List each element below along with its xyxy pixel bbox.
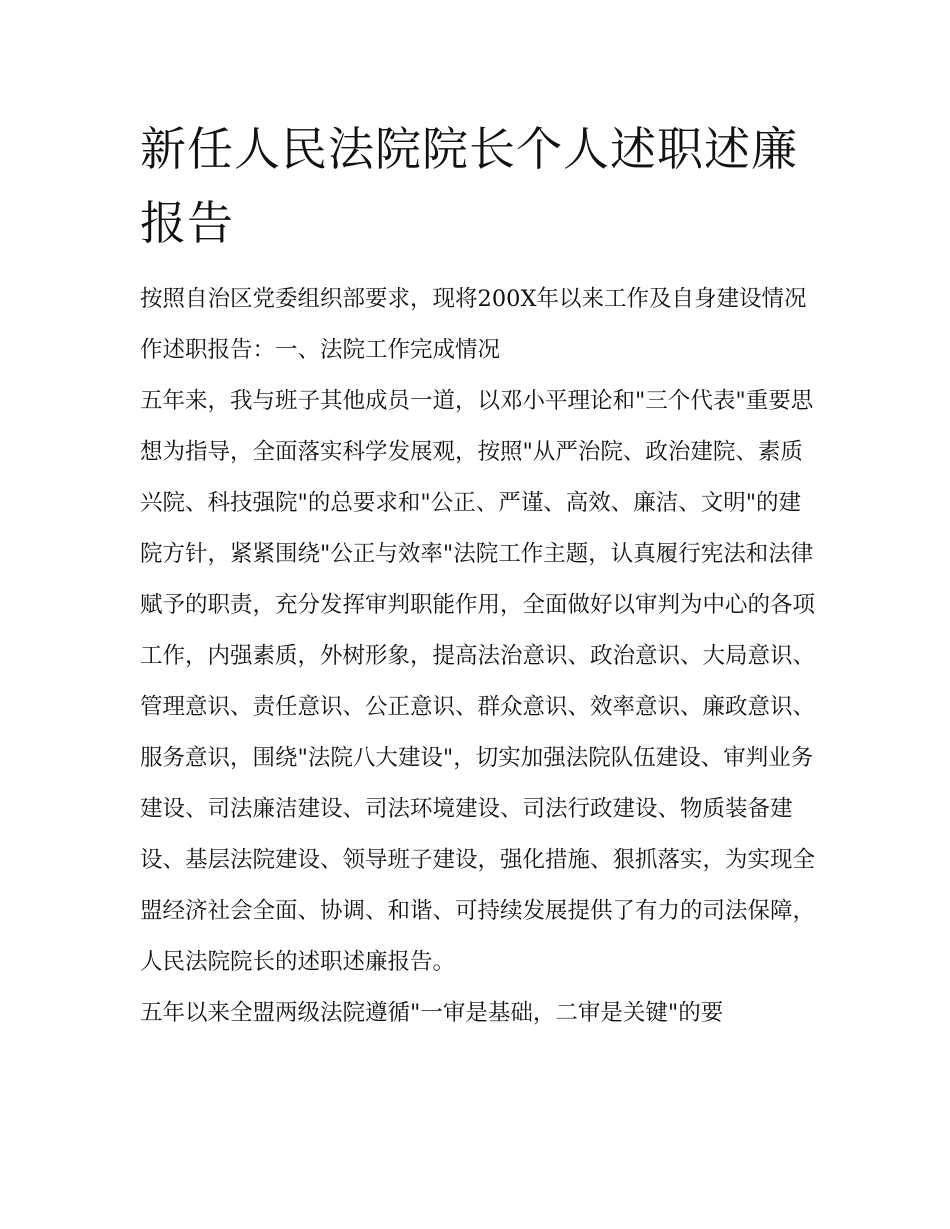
paragraph-five-years: 五年来，我与班子其他成员一道，以邓小平理论和"三个代表"重要思想为指导，全面落实科学发展观，按照"从严治院、政治建院、素质兴院、科技强院"的总要求和"公正、严谨、高效、廉洁、文明"的建院方针，紧紧围绕"公正与效率"法院工作主题，认真履行宪法和法律赋予的职责，充分发挥审判职能作用，全面做好以审判为中心的各项工作，内强素质，外树形象，提高法治意识、政治意识、大局意识、管理意识、责任意识、公正意识、群众意识、效率意识、廉政意识、服务意识，围绕"法院八大建设"，切实加强法院队伍建设、审判业务建设、司法廉洁建设、司法环境建设、司法行政建设、物质装备建设、基层法院建设、领导班子建设，强化措施、狠抓落实，为实现全盟经济社会全面、协调、和谐、可持续发展提供了有力的司法保障，人民法院院长的述职述廉报告。 bbox=[140, 388, 816, 975]
paragraph-intro: 按照自治区党委组织部要求，现将200X年以来工作及自身建设情况作述职报告：一、法院工作完成情况 bbox=[140, 286, 807, 363]
document-title: 新任人民法院院长个人述职述廉报告 bbox=[140, 122, 798, 250]
paragraph-trial-principle: 五年以来全盟两级法院遵循"一审是基础，二审是关键"的要 bbox=[140, 1000, 724, 1026]
